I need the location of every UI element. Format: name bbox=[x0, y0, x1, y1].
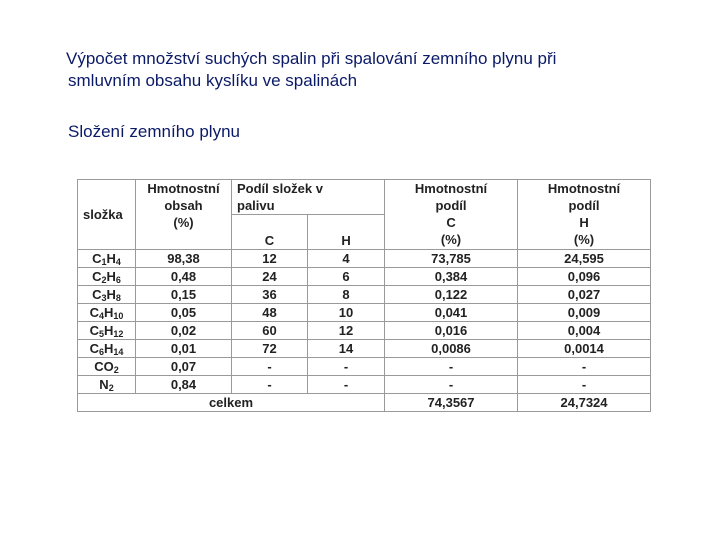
formula-subscript: 10 bbox=[113, 311, 124, 321]
formula-subscript: 4 bbox=[115, 257, 121, 267]
header-c: C bbox=[232, 215, 308, 250]
gas-composition-table bbox=[77, 179, 651, 412]
formula-element: H bbox=[104, 305, 114, 320]
formula-element: H bbox=[106, 269, 116, 284]
formula-subscript: 2 bbox=[113, 365, 119, 375]
mass-h-cell: - bbox=[518, 358, 651, 376]
section-subtitle: Složení zemního plynu bbox=[68, 122, 240, 141]
mass-content-cell: 0,84 bbox=[136, 376, 232, 394]
formula-cell bbox=[78, 376, 136, 394]
header-h: H bbox=[308, 215, 385, 250]
header-mass-c: Hmotnostní podíl C (%) bbox=[385, 180, 518, 250]
mass-c-cell: - bbox=[385, 376, 518, 394]
c-share-cell: 60 bbox=[232, 322, 308, 340]
total-label: celkem bbox=[78, 394, 385, 412]
formula-subscript: 4 bbox=[98, 311, 104, 321]
mass-content-cell: 0,48 bbox=[136, 268, 232, 286]
c-share-cell: 72 bbox=[232, 340, 308, 358]
title-line-2: smluvním obsahu kyslíku ve spalinách bbox=[68, 71, 358, 90]
table-row bbox=[78, 376, 651, 394]
header-fuel-share: Podíl složek v palivu bbox=[232, 180, 385, 215]
total-row bbox=[78, 394, 651, 412]
header-component: složka bbox=[78, 180, 136, 250]
formula-element: H bbox=[106, 287, 116, 302]
formula-cell bbox=[78, 268, 136, 286]
mass-c-cell: 0,041 bbox=[385, 304, 518, 322]
formula-element: C bbox=[89, 341, 99, 356]
header-mass-h: Hmotnostní podíl H (%) bbox=[518, 180, 651, 250]
table-row bbox=[78, 286, 651, 304]
mass-h-cell: 0,009 bbox=[518, 304, 651, 322]
h-share-cell: 8 bbox=[308, 286, 385, 304]
title-line-1: Výpočet množství suchých spalin při spalování zemního plynu při bbox=[66, 49, 557, 68]
formula-element: C bbox=[92, 251, 102, 266]
formula-element: H bbox=[104, 323, 114, 338]
mass-h-cell: 0,027 bbox=[518, 286, 651, 304]
formula-element: N bbox=[99, 377, 109, 392]
formula-element: C bbox=[89, 305, 99, 320]
table-row bbox=[78, 340, 651, 358]
mass-content-cell: 0,02 bbox=[136, 322, 232, 340]
total-mass-c: 74,3567 bbox=[385, 394, 518, 412]
mass-h-cell: 0,096 bbox=[518, 268, 651, 286]
formula-element: H bbox=[104, 341, 114, 356]
formula-subscript: 5 bbox=[98, 329, 104, 339]
table-row bbox=[78, 358, 651, 376]
mass-content-cell: 98,38 bbox=[136, 250, 232, 268]
formula-cell bbox=[78, 286, 136, 304]
formula-cell bbox=[78, 304, 136, 322]
c-share-cell: 48 bbox=[232, 304, 308, 322]
mass-h-cell: 24,595 bbox=[518, 250, 651, 268]
formula-element: C bbox=[92, 269, 102, 284]
formula-subscript: 1 bbox=[101, 257, 107, 267]
mass-c-cell: 0,016 bbox=[385, 322, 518, 340]
formula-subscript: 12 bbox=[113, 329, 124, 339]
formula-cell bbox=[78, 340, 136, 358]
h-share-cell: - bbox=[308, 376, 385, 394]
c-share-cell: - bbox=[232, 358, 308, 376]
h-share-cell: 14 bbox=[308, 340, 385, 358]
mass-c-cell: 0,384 bbox=[385, 268, 518, 286]
formula-subscript: 6 bbox=[98, 347, 104, 357]
mass-content-cell: 0,05 bbox=[136, 304, 232, 322]
mass-content-cell: 0,01 bbox=[136, 340, 232, 358]
mass-content-cell: 0,15 bbox=[136, 286, 232, 304]
formula-subscript: 14 bbox=[113, 347, 124, 357]
page-title bbox=[66, 48, 686, 92]
formula-cell bbox=[78, 322, 136, 340]
mass-h-cell: - bbox=[518, 376, 651, 394]
h-share-cell: 10 bbox=[308, 304, 385, 322]
mass-c-cell: 0,122 bbox=[385, 286, 518, 304]
c-share-cell: - bbox=[232, 376, 308, 394]
mass-h-cell: 0,004 bbox=[518, 322, 651, 340]
c-share-cell: 24 bbox=[232, 268, 308, 286]
formula-subscript: 8 bbox=[115, 293, 121, 303]
mass-c-cell: 73,785 bbox=[385, 250, 518, 268]
formula-subscript: 6 bbox=[115, 275, 121, 285]
h-share-cell: 4 bbox=[308, 250, 385, 268]
formula-cell bbox=[78, 250, 136, 268]
total-mass-h: 24,7324 bbox=[518, 394, 651, 412]
table-body bbox=[78, 250, 651, 412]
formula-subscript: 2 bbox=[108, 383, 114, 393]
formula-element: C bbox=[92, 287, 102, 302]
h-share-cell: - bbox=[308, 358, 385, 376]
mass-c-cell: - bbox=[385, 358, 518, 376]
mass-c-cell: 0,0086 bbox=[385, 340, 518, 358]
table-row bbox=[78, 322, 651, 340]
mass-content-cell: 0,07 bbox=[136, 358, 232, 376]
formula-element: CO bbox=[94, 359, 114, 374]
c-share-cell: 12 bbox=[232, 250, 308, 268]
table-row bbox=[78, 250, 651, 268]
table-row bbox=[78, 304, 651, 322]
formula-subscript: 3 bbox=[101, 293, 107, 303]
table-row bbox=[78, 268, 651, 286]
mass-h-cell: 0,0014 bbox=[518, 340, 651, 358]
formula-subscript: 2 bbox=[101, 275, 107, 285]
h-share-cell: 6 bbox=[308, 268, 385, 286]
c-share-cell: 36 bbox=[232, 286, 308, 304]
formula-cell bbox=[78, 358, 136, 376]
header-mass-content: Hmotnostní obsah (%) bbox=[136, 180, 232, 250]
h-share-cell: 12 bbox=[308, 322, 385, 340]
formula-element: H bbox=[106, 251, 116, 266]
formula-element: C bbox=[89, 323, 99, 338]
